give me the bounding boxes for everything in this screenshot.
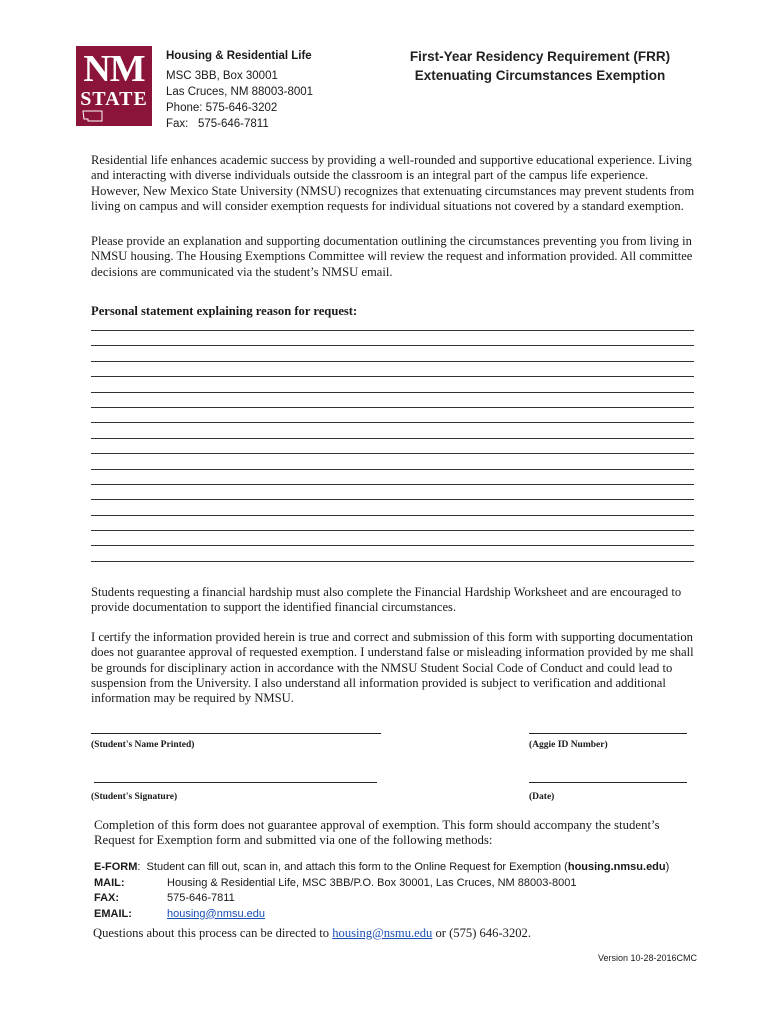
department-name: Housing & Residential Life	[166, 50, 312, 62]
aggie-id-label: (Aggie ID Number)	[529, 740, 608, 750]
statement-line[interactable]	[91, 361, 694, 362]
statement-line[interactable]	[91, 438, 694, 439]
department-fax: Fax: 575-646-7811	[166, 118, 269, 130]
fax-row	[94, 891, 669, 907]
questions-text: Questions about this process can be directed to	[93, 926, 333, 940]
statement-line[interactable]	[91, 515, 694, 516]
statement-line[interactable]	[91, 330, 694, 331]
completion-paragraph: Completion of this form does not guarantee approval of exemption. This form should accompany the student’s Request for Exemption form and submitted via one of the following methods:	[94, 818, 660, 848]
statement-line[interactable]	[91, 376, 694, 377]
financial-note: Students requesting a financial hardship must also complete the Financial Hardship Worksheet and are encouraged to provide documentation to support the identified financial circumstances.	[91, 585, 682, 615]
department-phone: Phone: 575-646-3202	[166, 102, 278, 114]
intro-paragraph-1: Residential life enhances academic success by providing a well-rounded and supportive educational experience. Living and interacting with diverse individuals outside the classroom is an integral part of the campus life experience. However, New Mexico State University (NMSU) recognizes that extenuating circumstances may prevent students from living on campus and will consider exemption requests for individual situations not covered by a standard exemption.	[91, 153, 695, 213]
statement-line[interactable]	[91, 499, 694, 500]
eform-row	[94, 860, 669, 876]
date-label: (Date)	[529, 792, 555, 802]
mail-key: MAIL:	[94, 876, 125, 889]
statement-line[interactable]	[91, 530, 694, 531]
statement-line[interactable]	[91, 561, 694, 562]
logo-state-text: STATE	[80, 88, 148, 110]
statement-line[interactable]	[91, 545, 694, 546]
intro-paragraph-2: Please provide an explanation and supporting documentation outlining the circumstances preventing you from living in NMSU housing. The Housing Exemptions Committee will review the request and information provided. All committee decisions are communicated via the student’s NMSU email.	[91, 234, 693, 279]
email-link[interactable]: housing@nmsu.edu	[167, 907, 266, 920]
eform-link[interactable]: housing.nmsu.edu	[567, 861, 666, 873]
statement-lines[interactable]	[91, 330, 694, 576]
mail-value: Housing & Residential Life, MSC 3BB/P.O. Box 30001, Las Cruces, NM 88003-8001	[167, 876, 577, 889]
department-address1: MSC 3BB, Box 30001	[166, 70, 278, 82]
date-line[interactable]	[529, 782, 687, 783]
new-mexico-state-outline-icon	[82, 110, 104, 122]
student-name-label: (Student's Name Printed)	[91, 740, 195, 750]
certification-paragraph: I certify the information provided herein is true and correct and submission of this form with supporting documentation does not guarantee approval of requested exemption. I understand false or misleading information provided by me shall be grounds for disciplinary action in accordance with the NMSU Student Social Code of Conduct and could lead to suspension from the University. I also understand all information provided is subject to verification and additional information may be required by NMSU.	[91, 630, 694, 706]
student-signature-line[interactable]	[94, 782, 377, 783]
questions-line	[93, 926, 531, 941]
statement-line[interactable]	[91, 422, 694, 423]
statement-label: Personal statement explaining reason for request:	[91, 304, 358, 318]
questions-phone: or (575) 646-3202.	[432, 926, 531, 940]
form-title-line1: First-Year Residency Requirement (FRR)	[409, 49, 671, 64]
eform-text: : Student can fill out, scan in, and attach this form to the Online Request for Exemption (	[137, 861, 568, 873]
aggie-id-line[interactable]	[529, 733, 687, 734]
department-address2: Las Cruces, NM 88003-8001	[166, 86, 314, 98]
student-name-line[interactable]	[91, 733, 381, 734]
email-key: EMAIL:	[94, 907, 132, 920]
statement-line[interactable]	[91, 469, 694, 470]
statement-line[interactable]	[91, 345, 694, 346]
statement-line[interactable]	[91, 484, 694, 485]
nmsu-logo	[76, 46, 152, 126]
logo-nm-text: NM	[83, 48, 145, 90]
eform-end: )	[665, 861, 670, 873]
fax-key: FAX:	[94, 892, 120, 904]
statement-line[interactable]	[91, 453, 694, 454]
statement-line[interactable]	[91, 407, 694, 408]
submission-methods	[94, 860, 669, 922]
form-title	[400, 47, 680, 85]
email-row	[94, 907, 669, 923]
eform-key: E-FORM	[94, 861, 138, 873]
fax-value: 575-646-7811	[167, 892, 235, 904]
form-title-line2: Extenuating Circumstances Exemption	[414, 68, 666, 83]
questions-email-link[interactable]: housing@nsmu.edu	[332, 926, 433, 940]
version-label: Version 10-28-2016CMC	[598, 953, 698, 963]
department-block	[166, 48, 313, 132]
mail-row	[94, 876, 669, 892]
student-signature-label: (Student's Signature)	[91, 792, 178, 802]
statement-line[interactable]	[91, 392, 694, 393]
